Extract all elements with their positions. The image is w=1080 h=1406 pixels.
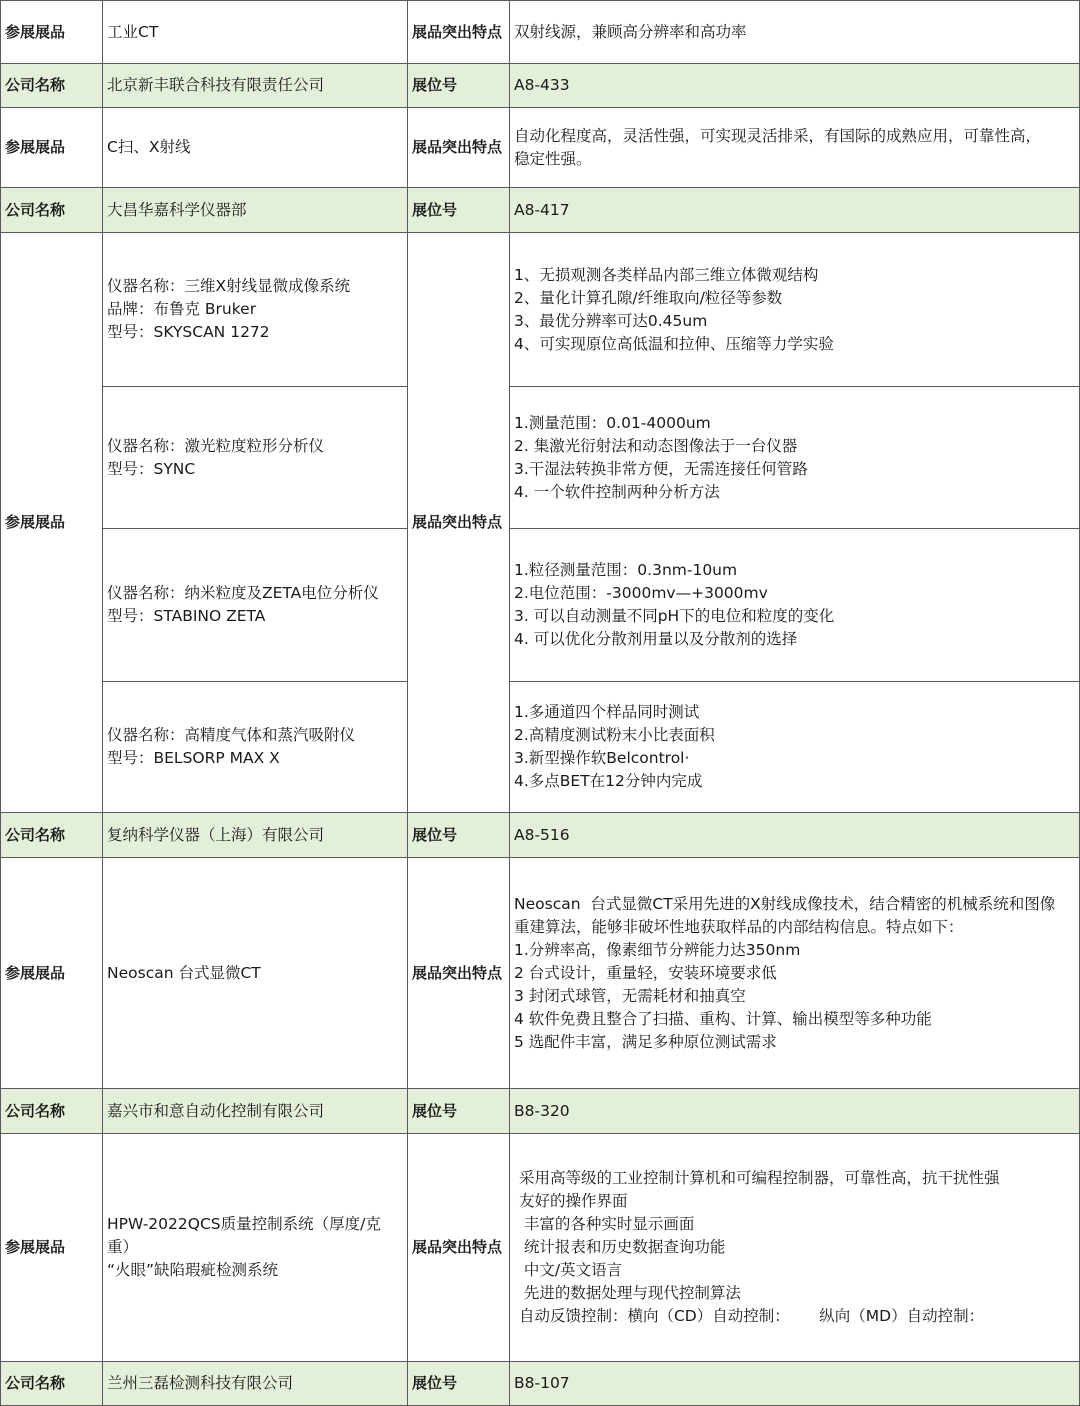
exhibit-line: “火眼”缺陷瑕疵检测系统 bbox=[107, 1261, 279, 1279]
feature-line: 2.电位范围：-3000mv—+3000mv bbox=[514, 584, 768, 602]
exhibit-value: 工业CT bbox=[102, 0, 408, 64]
company-value: 复纳科学仪器（上海）有限公司 bbox=[102, 812, 408, 858]
exhibit-line: 品牌：布鲁克 Bruker bbox=[107, 300, 257, 318]
label-booth: 展位号 bbox=[407, 1088, 510, 1134]
feature-line: 3 封闭式球管，无需耗材和抽真空 bbox=[514, 986, 746, 1005]
feature-value bbox=[509, 107, 1080, 188]
feature-line: 采用高等级的工业控制计算机和可编程控制器，可靠性高，抗干扰性强 bbox=[514, 1169, 1000, 1187]
feature-line: 2. 集激光衍射法和动态图像法于一台仪器 bbox=[514, 436, 798, 455]
label-feature: 展品突出特点 bbox=[407, 857, 510, 1089]
exhibit-line: 仪器名称：三维X射线显微成像系统 bbox=[107, 277, 351, 295]
exhibit-value bbox=[102, 1133, 408, 1362]
label-exhibit: 参展展品 bbox=[0, 1133, 103, 1362]
feature-line: 友好的操作界面 bbox=[514, 1192, 628, 1210]
label-company: 公司名称 bbox=[0, 812, 103, 858]
feature-line: 3.新型操作软Belcontrol· bbox=[514, 749, 690, 767]
booth-value: A8-433 bbox=[509, 63, 1080, 108]
exhibit-line: 仪器名称：高精度气体和蒸汽吸附仪 bbox=[107, 726, 356, 744]
feature-line: 5 选配件丰富，满足多种原位测试需求 bbox=[514, 1032, 777, 1051]
company-value: 兰州三磊检测科技有限公司 bbox=[102, 1361, 408, 1406]
exhibit-line: 型号：SKYSCAN 1272 bbox=[107, 323, 270, 341]
feature-line: 自动化程度高，灵活性强，可实现灵活排采，有国际的成熟应用，可靠性高， bbox=[514, 126, 1042, 145]
feature-line: 4. 一个软件控制两种分析方法 bbox=[514, 482, 720, 501]
booth-value: B8-107 bbox=[509, 1361, 1080, 1406]
feature-value bbox=[509, 1133, 1080, 1362]
exhibit-line: HPW-2022QCS质量控制系统（厚度/克 bbox=[107, 1215, 381, 1233]
exhibit-value: C扫、X射线 bbox=[102, 107, 408, 188]
feature-line: 2.高精度测试粉末小比表面积 bbox=[514, 726, 715, 744]
label-company: 公司名称 bbox=[0, 1361, 103, 1406]
feature-line: 丰富的各种实时显示画面 bbox=[514, 1215, 695, 1233]
feature-line: 4、可实现原位高低温和拉伸、压缩等力学实验 bbox=[514, 334, 834, 353]
label-exhibit: 参展展品 bbox=[0, 0, 103, 64]
feature-line: 1.测量范围：0.01-4000um bbox=[514, 413, 711, 432]
booth-value: A8-516 bbox=[509, 812, 1080, 858]
feature-line: 统计报表和历史数据查询功能 bbox=[514, 1238, 726, 1256]
exhibit-value: Neoscan 台式显微CT bbox=[102, 857, 408, 1089]
exhibit-line: 仪器名称：纳米粒度及ZETA电位分析仪 bbox=[107, 584, 379, 602]
feature-line: 2、量化计算孔隙/纤维取向/粒径等参数 bbox=[514, 288, 783, 307]
label-booth: 展位号 bbox=[407, 63, 510, 108]
feature-line: 稳定性强。 bbox=[514, 149, 592, 168]
exhibit-value bbox=[102, 386, 408, 529]
feature-line: 先进的数据处理与现代控制算法 bbox=[514, 1284, 741, 1302]
label-feature: 展品突出特点 bbox=[407, 232, 510, 813]
feature-line: 3.干湿法转换非常方便，无需连接任何管路 bbox=[514, 459, 808, 478]
label-booth: 展位号 bbox=[407, 187, 510, 233]
feature-line: 1、无损观测各类样品内部三维立体微观结构 bbox=[514, 265, 819, 284]
exhibit-line: 仪器名称：激光粒度粒形分析仪 bbox=[107, 436, 325, 455]
label-feature: 展品突出特点 bbox=[407, 107, 510, 188]
exhibit-line: 型号：STABINO ZETA bbox=[107, 607, 266, 625]
feature-line: 4. 可以优化分散剂用量以及分散剂的选择 bbox=[514, 630, 798, 648]
feature-line: 3、最优分辨率可达0.45um bbox=[514, 311, 708, 330]
feature-value bbox=[509, 857, 1080, 1089]
label-company: 公司名称 bbox=[0, 63, 103, 108]
feature-line: 自动反馈控制：横向（CD）自动控制： 纵向（MD）自动控制： bbox=[514, 1307, 985, 1325]
label-exhibit: 参展展品 bbox=[0, 107, 103, 188]
label-exhibit: 参展展品 bbox=[0, 232, 103, 813]
feature-line: 2 台式设计，重量轻，安装环境要求低 bbox=[514, 963, 777, 982]
label-booth: 展位号 bbox=[407, 1361, 510, 1406]
feature-line: Neoscan 台式显微CT采用先进的X射线成像技术，结合精密的机械系统和图像 bbox=[514, 894, 1056, 913]
feature-value: 双射线源，兼顾高分辨率和高功率 bbox=[509, 0, 1080, 64]
label-booth: 展位号 bbox=[407, 812, 510, 858]
company-value: 嘉兴市和意自动化控制有限公司 bbox=[102, 1088, 408, 1134]
feature-value bbox=[509, 528, 1080, 682]
booth-value: B8-320 bbox=[509, 1088, 1080, 1134]
label-exhibit: 参展展品 bbox=[0, 857, 103, 1089]
exhibit-value bbox=[102, 681, 408, 813]
feature-value bbox=[509, 232, 1080, 387]
booth-value: A8-417 bbox=[509, 187, 1080, 233]
exhibit-line: 型号：SYNC bbox=[107, 459, 196, 478]
feature-line: 重建算法，能够非破坏性地获取样品的内部结构信息。特点如下： bbox=[514, 917, 964, 936]
feature-line: 4 软件免费且整合了扫描、重构、计算、输出模型等多种功能 bbox=[514, 1009, 932, 1028]
feature-value bbox=[509, 681, 1080, 813]
feature-line: 3. 可以自动测量不同pH下的电位和粒度的变化 bbox=[514, 607, 835, 625]
label-feature: 展品突出特点 bbox=[407, 0, 510, 64]
feature-line: 1.多通道四个样品同时测试 bbox=[514, 703, 700, 721]
company-value: 北京新丰联合科技有限责任公司 bbox=[102, 63, 408, 108]
exhibit-value bbox=[102, 528, 408, 682]
company-value: 大昌华嘉科学仪器部 bbox=[102, 187, 408, 233]
label-company: 公司名称 bbox=[0, 1088, 103, 1134]
label-feature: 展品突出特点 bbox=[407, 1133, 510, 1362]
feature-line: 4.多点BET在12分钟内完成 bbox=[514, 772, 703, 790]
exhibit-line: 型号：BELSORP MAX X bbox=[107, 749, 280, 767]
exhibit-line: 重） bbox=[107, 1238, 139, 1256]
feature-line: 1.分辨率高，像素细节分辨能力达350nm bbox=[514, 940, 801, 959]
exhibit-value bbox=[102, 232, 408, 387]
feature-line: 1.粒径测量范围：0.3nm-10um bbox=[514, 561, 738, 579]
feature-value bbox=[509, 386, 1080, 529]
feature-line: 中文/英文语言 bbox=[514, 1261, 623, 1279]
label-company: 公司名称 bbox=[0, 187, 103, 233]
